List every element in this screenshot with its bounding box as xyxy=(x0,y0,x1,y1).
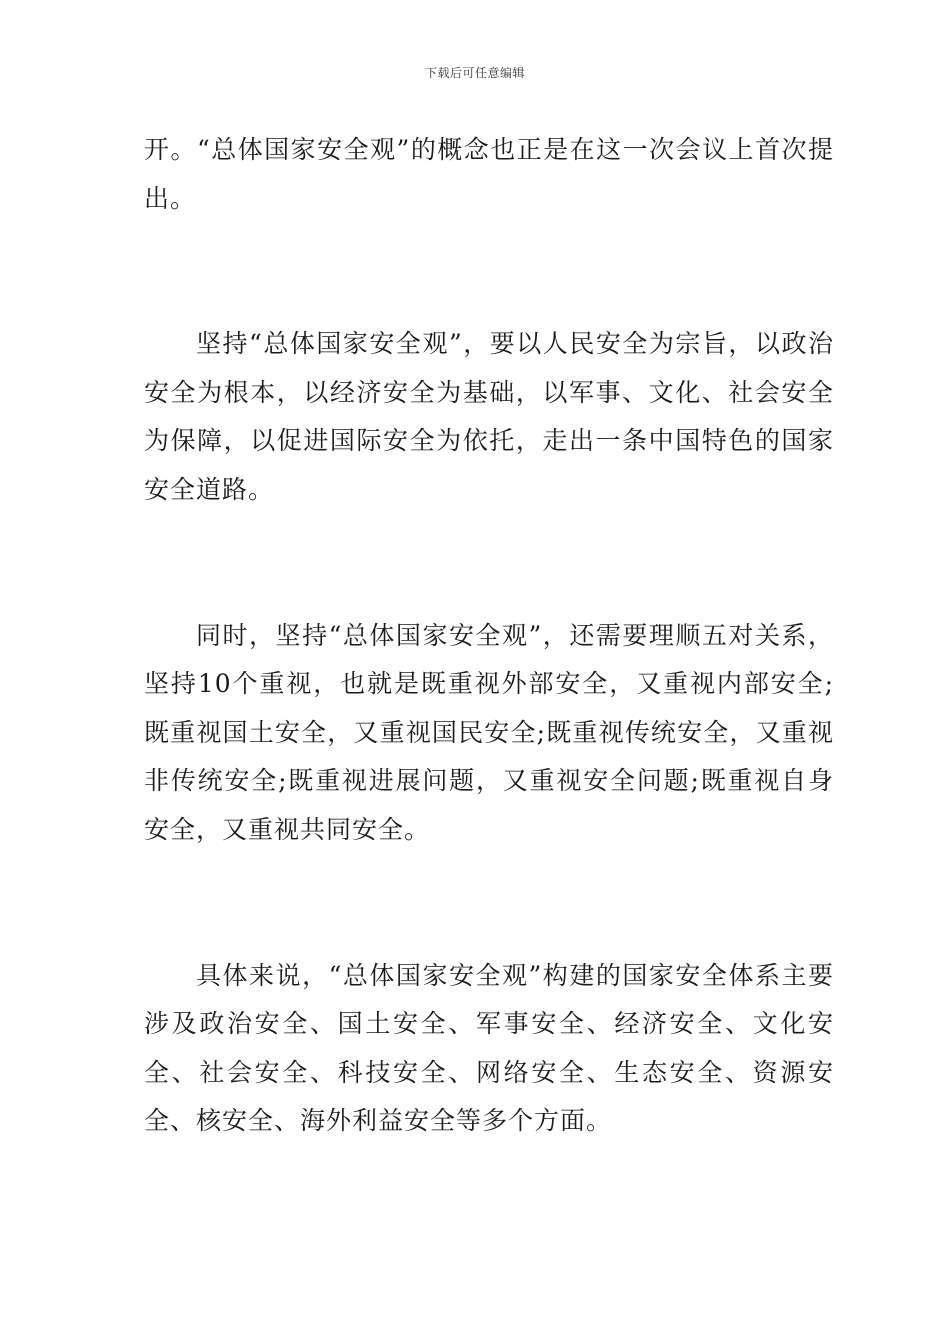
paragraph-gap xyxy=(144,223,834,320)
paragraph-2: 坚持“总体国家安全观”，要以人民安全为宗旨，以政治安全为根本，以经济安全为基础，以军事、文化、社会安全为保障，以促进国际安全为依托，走出一条中国特色的国家安全道路。 xyxy=(144,329,834,504)
paragraph-3: 同时，坚持“总体国家安全观”，还需要理顺五对关系，坚持10个重视，也就是既重视外部安全，又重视内部安全;既重视国土安全，又重视国民安全;既重视传统安全，又重视非传统安全;既重视进展问题，又重视安全问题;既重视自身安全，又重视共同安全。 xyxy=(144,620,834,844)
document-body xyxy=(144,126,834,1146)
page-header-note: 下载后可任意编辑 xyxy=(424,66,525,80)
paragraph-gap xyxy=(144,855,834,952)
paragraph-4: 具体来说，“总体国家安全观”构建的国家安全体系主要涉及政治安全、国土安全、军事安全、经济安全、文化安全、社会安全、科技安全、网络安全、生态安全、资源安全、核安全、海外利益安全等多个方面。 xyxy=(144,960,834,1136)
paragraph-1: 开。“总体国家安全观”的概念也正是在这一次会议上首次提出。 xyxy=(144,135,834,213)
paragraph-gap xyxy=(144,515,834,612)
